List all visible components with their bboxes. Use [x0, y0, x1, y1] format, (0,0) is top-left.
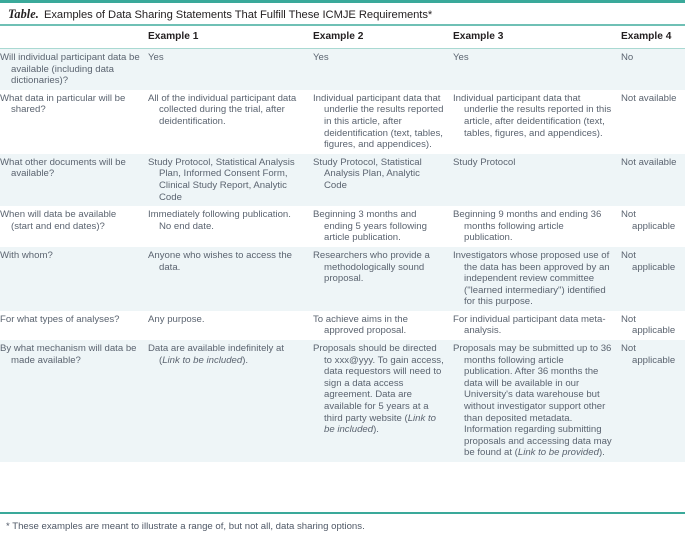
cell-example-4-text: Not applicable: [621, 313, 676, 337]
table-row: [0, 154, 685, 206]
table-row: [0, 90, 685, 154]
link-placeholder: Link to be included: [324, 412, 436, 436]
table-title-bar: [0, 3, 685, 24]
row-label-text: For what types of analyses?: [0, 313, 120, 325]
cell-example-3-text: For individual participant data meta-analysis.: [453, 313, 606, 337]
link-placeholder: Link to be included: [162, 354, 243, 366]
link-placeholder: Link to be provided: [517, 447, 599, 459]
cell-example-4-text: Not available: [621, 92, 677, 104]
cell-text-run: Data are available indefinitely at (: [148, 343, 284, 366]
cell-example-3: [453, 206, 621, 247]
cell-example-2-text: Yes: [313, 52, 329, 63]
table-footer: [0, 512, 685, 541]
cell-example-4: [621, 154, 685, 206]
cell-example-2: [313, 206, 453, 247]
cell-example-1-text: Study Protocol, Statistical Analysis Plan, Informed Consent Form, Clinical Study Report, Analytic Code: [148, 156, 295, 203]
column-header-example-4: Example 4: [621, 26, 685, 49]
cell-example-1-text: Immediately following publication. No end date.: [148, 209, 291, 232]
column-header-example-3: Example 3: [453, 26, 621, 49]
cell-example-4: [621, 90, 685, 154]
cell-example-2-text: Beginning 3 months and ending 5 years following article publication.: [313, 209, 427, 244]
table-row: [0, 206, 685, 247]
row-label: [0, 206, 148, 247]
cell-example-3-text: Yes: [453, 52, 469, 63]
cell-example-1-text: [148, 343, 305, 366]
cell-example-2: [313, 154, 453, 206]
cell-example-1: [148, 49, 313, 90]
cell-example-3: [453, 247, 621, 311]
table-header: [0, 26, 685, 49]
row-label-text: What data in particular will be shared?: [0, 92, 126, 116]
table-row: [0, 311, 685, 340]
cell-example-3: [453, 311, 621, 340]
row-label: [0, 49, 148, 90]
cell-example-2-text: Researchers who provide a methodologically sound proposal.: [313, 249, 430, 285]
cell-example-4-text: Not available: [621, 156, 677, 168]
table-label: Table.: [8, 7, 39, 21]
row-label: [0, 340, 148, 462]
cell-example-4: [621, 247, 685, 311]
cell-example-1: [148, 311, 313, 340]
cell-example-1: [148, 154, 313, 206]
cell-example-4: [621, 206, 685, 247]
cell-example-2: [313, 90, 453, 154]
row-label-text: What other documents will be available?: [0, 156, 126, 180]
row-label: [0, 154, 148, 206]
cell-example-4-text: No: [621, 52, 634, 63]
cell-example-4-text: Not applicable: [621, 249, 676, 273]
column-header-example-1: Example 1: [148, 26, 313, 49]
table-header-row: [0, 26, 685, 49]
cell-example-1-text: Any purpose.: [148, 313, 205, 325]
cell-example-3-text: [453, 343, 613, 459]
cell-text-run: ).: [242, 354, 249, 366]
cell-text-run: ).: [373, 424, 379, 436]
cell-example-2: [313, 247, 453, 311]
cell-example-3: [453, 340, 621, 462]
cell-example-4: [621, 340, 685, 462]
cell-text-run: Proposals should be directed to xxx@yyy. To gain access, data requestors will need to sign a data access agreement. Data are available for 5 years at a third party website (: [313, 343, 444, 424]
cell-example-4-text: Not applicable: [621, 343, 676, 366]
row-label-text: When will data be available (start and end dates)?: [0, 209, 117, 232]
cell-example-2-text: [313, 343, 445, 436]
cell-example-3-text: Individual participant data that underlie the results reported in this article, after deidentification (text, tables, figures, and appendices).: [453, 92, 612, 139]
cell-text-run: ).: [598, 447, 605, 459]
cell-example-1-text: All of the individual participant data collected during the trial, after deidentification.: [148, 92, 297, 127]
row-label: [0, 311, 148, 340]
row-label-text: By what mechanism will data be made available?: [0, 343, 137, 366]
cell-example-1: [148, 340, 313, 462]
cell-example-4: [621, 311, 685, 340]
page-title: [8, 7, 677, 22]
row-label-text: With whom?: [0, 249, 53, 261]
cell-example-1: [148, 247, 313, 311]
cell-example-2-text: Individual participant data that underlie the results reported in this article, after deidentification (text, tables, figures, and appendices).: [313, 92, 444, 151]
cell-example-1: [148, 206, 313, 247]
column-header-blank: [0, 26, 148, 49]
cell-example-3: [453, 90, 621, 154]
cell-example-3-text: Beginning 9 months and ending 36 months following article publication.: [453, 209, 602, 244]
table-row: [0, 49, 685, 90]
row-label: [0, 90, 148, 154]
cell-example-3-text: Study Protocol: [453, 156, 516, 168]
row-label: [0, 247, 148, 311]
table-title-text: Examples of Data Sharing Statements That Fulfill These ICMJE Requirements*: [43, 9, 433, 21]
cell-example-3: [453, 49, 621, 90]
cell-example-2: [313, 311, 453, 340]
table-footnote: * These examples are meant to illustrate a range of, but not all, data sharing options.: [0, 514, 685, 541]
cell-example-1: [148, 90, 313, 154]
cell-example-3: [453, 154, 621, 206]
data-sharing-table: [0, 26, 685, 462]
cell-example-2-text: Study Protocol, Statistical Analysis Plan, Analytic Code: [313, 156, 422, 191]
table-row: [0, 247, 685, 311]
cell-text-run: Proposals may be submitted up to 36 months following article publication. After 36 months the data will be available in our University's data warehouse but without investigator support other than deposited metadata. Information regarding submitting proposals and accessing data may be found at (: [453, 343, 612, 459]
table-body: [0, 49, 685, 463]
row-label-text: Will individual participant data be available (including data dictionaries)?: [0, 52, 140, 87]
cell-example-1-text: Anyone who wishes to access the data.: [148, 249, 292, 273]
cell-example-1-text: Yes: [148, 52, 164, 63]
cell-example-4-text: Not applicable: [621, 209, 676, 232]
cell-example-2-text: To achieve aims in the approved proposal.: [313, 313, 408, 337]
cell-example-3-text: Investigators whose proposed use of the data has been approved by an independent review committee ("learned intermediary") identified for this purpose.: [453, 249, 610, 308]
table-row: [0, 340, 685, 462]
cell-example-4: [621, 49, 685, 90]
cell-example-2: [313, 340, 453, 462]
cell-example-2: [313, 49, 453, 90]
column-header-example-2: Example 2: [313, 26, 453, 49]
